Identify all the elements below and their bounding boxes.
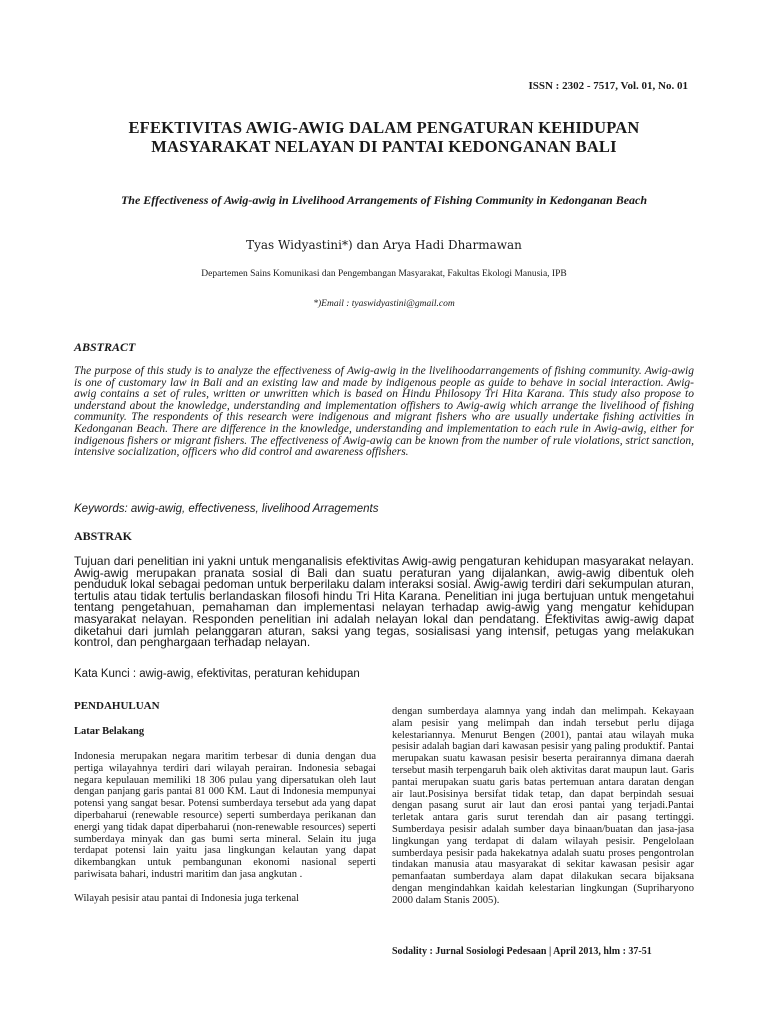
abstract-heading: ABSTRACT: [74, 340, 136, 354]
abstract-keywords: Keywords: awig-awig, effectiveness, livelihood Arragements: [74, 503, 379, 515]
right-column: [392, 706, 694, 919]
subsection-heading-latar-belakang: Latar Belakang: [74, 726, 145, 737]
affiliation: Departemen Sains Komunikasi dan Pengembangan Masyarakat, Fakultas Ekologi Manusia, IPB: [201, 269, 567, 279]
left-column: [74, 700, 376, 917]
abstrak-body: Tujuan dari penelitian ini yakni untuk menganalisis efektivitas Awig-awig pengaturan kehidupan masyarakat nelayan. Awig-awig merupakan pranata sosial di Bali dan suatu peraturan yang dijalankan, awig-awig dibentuk oleh penduduk lokal sebagai pedoman untuk berperilaku dalam interaksi sosial. Awig-awig terdiri dari sekumpulan aturan, tertulis atau tidak tertulis berlandaskan filosofi hindu Tri Hita Karana. Penelitian ini juga bertujuan untuk mengetahui tentang pengetahuan, pemahaman dan implementasi nelayan terhadap awig-awig yang mengatur kehidupan masyarakat nelayan. Responden penelitian ini adalah nelayan lokal dan pendatang. Efektivitas awig-awig dapat diketahui dari jumlah pelanggaran aturan, saksi yang tegas, sosialisasi yang intensif, petugas yang melakukan kontrol, dan penghargaan terhadap nelayan.: [74, 554, 694, 650]
body-paragraph: Wilayah pesisir atau pantai di Indonesia juga terkenal: [74, 892, 299, 904]
body-paragraph: dengan sumberdaya alamnya yang indah dan melimpah. Kekayaan alam pesisir yang melimpah dan indah tersebut perlu dijaga kelestariannya. Menurut Bengen (2001), pantai atau wilayah muka pesisir adalah bagian dari kawasan pesisir yang paling produktif. Pantai merupakan suatu kawasan pesisir beserta perairannya dimana daerah tersebut masih terpengaruh baik oleh aktivitas darat maupun laut. Garis pantai merupakan suatu garis batas pertemuan antara daratan dengan air laut.Posisinya bersifat tidak tetap, dan dapat berpindah sesuai dengan pasang surut air laut dan erosi pantai yang terjadi.Pantai terletak antara garis surut terendah dan air pasang tertinggi. Sumberdaya pesisir adalah sumber daya binaan/buatan dan jasa-jasa lingkungan yang terdapat di dalam wilayah pesisir. Pengelolaan sumberdaya pesisir pada hakekatnya adalah suatu proses pengontrolan tindakan manusia atau masyarakat di sekitar kawasan pesisir agar pemanfaatan sumberdaya alam dapat dilakukan secara bijaksana dengan mengindahkan kaidah kelestarian lingkungan (Supriharyono 2000 dalam Stanis 2005).: [392, 706, 694, 906]
body-paragraph: Indonesia merupakan negara maritim terbesar di dunia dengan dua pertiga wilayahnya terdiri dari wilayah perairan. Indonesia sebagai negara kepulauan memiliki 18 306 pulau yang dipersatukan oleh laut dengan panjang garis pantai 81 000 KM. Laut di Indonesia mempunyai potensi yang sangat besar. Potensi sumberdaya tersebut ada yang dapat diperbaharui (renewable resource) seperti sumberdaya perikanan dan energi yang tidak dapat diperbaharui (non-renewable resources) seperti sumberdaya minyak dan gas bumi serta mineral. Selain itu juga terdapat potensi lain yaitu jasa lingkungan kelautan yang dapat dikembangkan untuk pembangunan ekonomi nasional seperti pariwisata bahari, industri maritim dan jasa angkutan .: [74, 751, 376, 880]
section-heading-pendahuluan: PENDAHULUAN: [74, 700, 160, 712]
paper-title: EFEKTIVITAS AWIG-AWIG DALAM PENGATURAN KEHIDUPAN MASYARAKAT NELAYAN DI PANTAI KEDONGANAN BALI: [128, 118, 640, 156]
abstrak-keywords: Kata Kunci : awig-awig, efektivitas, peraturan kehidupan: [74, 668, 360, 680]
issn-line: ISSN : 2302 - 7517, Vol. 01, No. 01: [528, 80, 688, 92]
paper-subtitle-english: The Effectiveness of Awig-awig in Livelihood Arrangements of Fishing Community in Kedonganan Beach: [120, 193, 648, 207]
authors: Tyas Widyastini*) dan Arya Hadi Dharmawan: [246, 238, 522, 252]
abstrak-heading: ABSTRAK: [74, 529, 133, 543]
author-email: *)Email : tyaswidyastini@gmail.com: [313, 299, 455, 309]
abstract-body: The purpose of this study is to analyze the effectiveness of Awig-awig in the livelihoodarrangements of fishing community. Awig-awig is one of customary law in Bali and an existing law and made by indigenous people as guide to behave in social interaction. Awig-awig contains a set of rules, written or unwritten which is based on Hindu Philosopy Tri Hita Karana. This study also propose to understand about the knowledge, understanding and implementation offishers to Awig-awig which arrange the livelihood of fishing community. The respondents of this research were indigenous and migrant fishers who are usually undertake fishing activities in Kedonganan Beach. There are difference in the knowledge, understanding and implementation to each rule in Awig-awig, either for indigenous fishers or migrant fishers. The effectiveness of Awig-awig can be known from the number of rule violations, strict sanction, intensive socialization, officers who did control and awareness offishers.: [74, 365, 694, 459]
journal-footer: Sodality : Jurnal Sosiologi Pedesaan | April 2013, hlm : 37-51: [392, 946, 652, 957]
